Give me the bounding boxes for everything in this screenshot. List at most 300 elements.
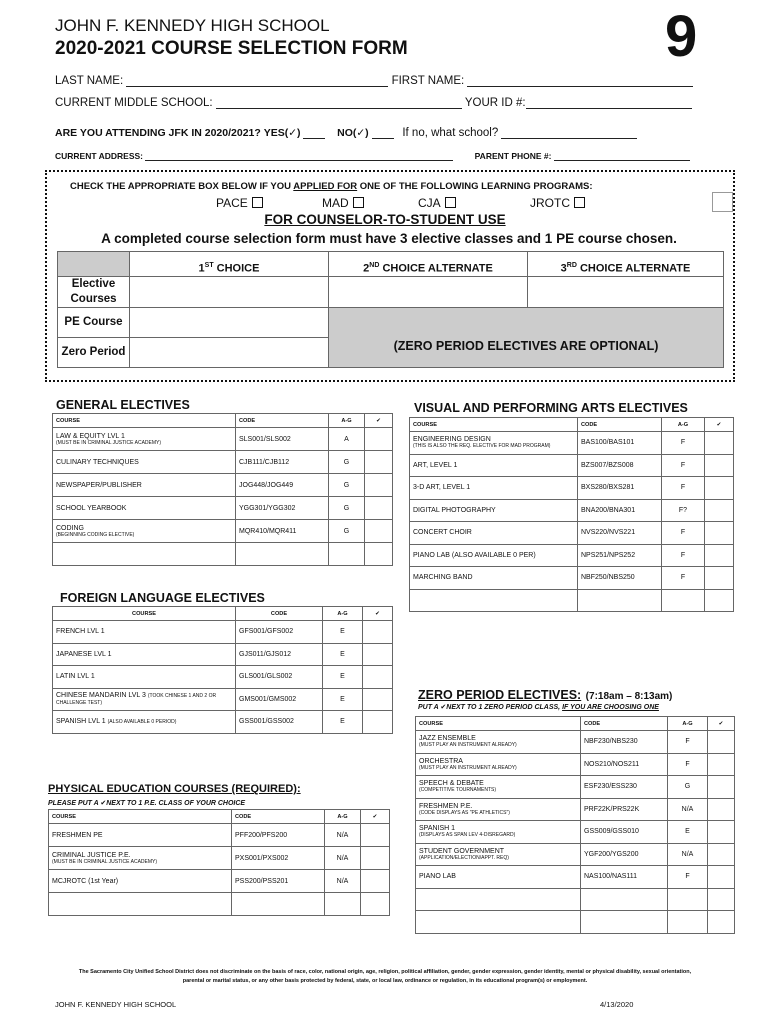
school-row — [55, 97, 692, 109]
blank-cell — [416, 911, 581, 934]
course-title: STUDENT GOVERNMENT — [419, 847, 505, 855]
course-code: MQR410/MQR411 — [236, 520, 329, 543]
zero-instruction-pre: PUT A ✔NEXT TO 1 ZERO PERIOD CLASS, — [418, 704, 561, 711]
blank-row — [416, 911, 735, 934]
course-code: BXS280/BXS281 — [578, 477, 662, 500]
zero-check-header: ✔ — [708, 717, 735, 731]
blank-row — [49, 893, 390, 916]
table-row — [53, 688, 393, 711]
blank-cell — [410, 589, 578, 612]
first-name-label: FIRST NAME: — [391, 75, 465, 87]
cja-label: CJA — [418, 196, 441, 210]
course-name — [410, 432, 578, 455]
third-choice-text: CHOICE ALTERNATE — [579, 262, 691, 275]
address-row — [55, 151, 690, 161]
course-ag: E — [668, 821, 708, 844]
course-code: JOG448/JOG449 — [236, 474, 329, 497]
course-ag: F — [662, 544, 705, 567]
course-code: NBF230/NBS230 — [581, 731, 668, 754]
pe-course-header: COURSE — [49, 810, 232, 824]
pe-code-header: CODE — [232, 810, 325, 824]
course-code: CJB111/CJB112 — [236, 451, 329, 474]
foreign-check-header: ✔ — [363, 607, 393, 621]
blank-cell — [329, 543, 365, 566]
yes-field[interactable] — [303, 127, 325, 139]
course-code: YGG301/YGG302 — [236, 497, 329, 520]
program-cja — [418, 196, 456, 210]
program-mad — [322, 196, 364, 210]
course-ag: E — [323, 643, 363, 666]
course-ag: F — [668, 731, 708, 754]
course-code: BZS007/BZS008 — [578, 454, 662, 477]
table-row — [416, 753, 735, 776]
blank-cell[interactable] — [708, 888, 735, 911]
first-name-field[interactable] — [467, 75, 693, 87]
first-choice-text: CHOICE — [216, 262, 260, 275]
corner-box — [712, 192, 733, 212]
choices-table — [57, 251, 724, 368]
pace-checkbox[interactable] — [252, 197, 263, 208]
zero-instruction-underline: IF YOU ARE CHOOSING ONE — [562, 704, 659, 711]
course-name — [416, 821, 581, 844]
course-title: SCHOOL YEARBOOK — [56, 504, 127, 512]
course-ag: N/A — [325, 847, 361, 870]
general-ag-header: A-G — [329, 414, 365, 428]
course-ag: F — [662, 477, 705, 500]
course-ag: F — [662, 454, 705, 477]
course-title: SPEECH & DEBATE — [419, 780, 484, 788]
course-name — [53, 520, 236, 543]
course-ag: G — [668, 776, 708, 799]
name-row — [55, 75, 693, 87]
course-code: GSS009/GSS010 — [581, 821, 668, 844]
general-electives-table — [52, 413, 393, 566]
course-ag: F — [668, 866, 708, 889]
course-title: ENGINEERING DESIGN — [413, 436, 491, 444]
course-note: (APPLICATION/ELECTION/APPT. REQ) — [419, 854, 509, 861]
course-checkbox[interactable] — [708, 753, 735, 776]
second-choice-sup: ND — [369, 261, 380, 269]
zero-period-table — [415, 716, 735, 934]
course-code: PRF22K/PRS22K — [581, 798, 668, 821]
counselor-title: FOR COUNSELOR-TO-STUDENT USE — [264, 212, 506, 227]
parent-phone-label: PARENT PHONE #: — [474, 151, 552, 161]
program-instruction — [70, 181, 593, 192]
pe-table — [48, 809, 390, 916]
course-checkbox[interactable] — [363, 688, 393, 711]
blank-cell — [49, 893, 232, 916]
course-name — [416, 776, 581, 799]
course-title: FRESHMEN PE — [52, 831, 103, 839]
course-name — [53, 428, 236, 451]
no-label: NO(✓) — [337, 127, 369, 139]
foreign-course-header: COURSE — [53, 607, 236, 621]
school-name: JOHN F. KENNEDY HIGH SCHOOL — [55, 16, 330, 35]
zero-row-label: Zero Period — [58, 338, 130, 368]
table-row — [53, 643, 393, 666]
program-instruction-post: ONE OF THE FOLLOWING LEARNING PROGRAMS: — [359, 181, 593, 192]
course-name — [410, 567, 578, 590]
table-row — [416, 798, 735, 821]
table-row — [53, 666, 393, 689]
zero-period-note: (ZERO PERIOD ELECTIVES ARE OPTIONAL) — [329, 308, 724, 368]
course-name — [49, 847, 232, 870]
course-note: (BEGINNING CODING ELECTIVE) — [56, 531, 135, 538]
course-checkbox[interactable] — [705, 544, 734, 567]
course-name — [53, 497, 236, 520]
general-electives-rows — [53, 428, 393, 566]
foreign-language-table — [52, 606, 393, 734]
jrotc-label: JROTC — [530, 196, 570, 210]
zero-course-header: COURSE — [416, 717, 581, 731]
course-note: (MUST PLAY AN INSTRUMENT ALREADY) — [419, 742, 517, 749]
course-name — [53, 643, 236, 666]
vapa-title: VISUAL AND PERFORMING ARTS ELECTIVES — [414, 401, 688, 415]
course-code: NPS251/NPS252 — [578, 544, 662, 567]
course-title: MARCHING BAND — [413, 574, 473, 582]
table-row — [416, 821, 735, 844]
course-ag: N/A — [325, 870, 361, 893]
student-id-label: YOUR ID #: — [464, 97, 526, 109]
course-name — [416, 731, 581, 754]
course-title: PIANO LAB (ALSO AVAILABLE 0 PER) — [413, 551, 536, 559]
general-check-header: ✔ — [365, 414, 393, 428]
disclaimer: The Sacramento City Unified School District does not discriminate on the basis of race, color, national origin, age, religion, political affiliation, gender, gender expression, gender identity, mental or physical disability, sexual orientation, parental or marital status, or any other basis protected by federal, state, or local law, ordinance or regulation, in its educational program(s) or employment. — [78, 969, 692, 984]
third-choice-num: 3 — [560, 262, 567, 275]
course-title: CHINESE MANDARIN LVL 3 — [56, 692, 146, 700]
course-title: CODING — [56, 524, 84, 532]
choices-corner — [58, 252, 130, 277]
course-name — [53, 621, 236, 644]
blank-cell — [578, 589, 662, 612]
table-row — [53, 621, 393, 644]
course-name — [53, 666, 236, 689]
course-checkbox[interactable] — [365, 520, 393, 543]
general-code-header: CODE — [236, 414, 329, 428]
student-id-field[interactable] — [526, 97, 692, 109]
elective-first-cell[interactable] — [130, 277, 329, 308]
general-electives-title: GENERAL ELECTIVES — [56, 398, 190, 412]
blank-cell — [416, 888, 581, 911]
course-checkbox[interactable] — [705, 499, 734, 522]
table-row — [53, 428, 393, 451]
course-code: GLS001/GLS002 — [236, 666, 323, 689]
other-school-field[interactable] — [501, 127, 637, 139]
zero-first-cell[interactable] — [130, 338, 329, 368]
blank-cell — [325, 893, 361, 916]
course-code: YGF200/YGS200 — [581, 843, 668, 866]
course-ag: E — [323, 621, 363, 644]
pe-first-cell[interactable] — [130, 308, 329, 338]
zero-code-header: CODE — [581, 717, 668, 731]
foreign-language-title: FOREIGN LANGUAGE ELECTIVES — [60, 591, 265, 605]
course-code: PFF200/PFS200 — [232, 824, 325, 847]
middle-school-label: CURRENT MIDDLE SCHOOL: — [55, 97, 213, 109]
course-name — [53, 451, 236, 474]
course-code: PXS001/PXS002 — [232, 847, 325, 870]
course-checkbox[interactable] — [361, 847, 390, 870]
course-name — [49, 824, 232, 847]
course-checkbox[interactable] — [708, 731, 735, 754]
elective-row-label: Elective Courses — [58, 277, 130, 308]
course-title: LATIN LVL 1 — [56, 673, 95, 681]
zero-period-time: (7:18am – 8:13am) — [585, 691, 673, 702]
course-name — [53, 688, 236, 711]
course-ag: E — [323, 711, 363, 734]
course-checkbox[interactable] — [365, 428, 393, 451]
pe-ag-header: A-G — [325, 810, 361, 824]
course-code: GSS001/GSS002 — [236, 711, 323, 734]
course-code: GFS001/GFS002 — [236, 621, 323, 644]
grade-number: 9 — [665, 4, 698, 69]
zero-ag-header: A-G — [668, 717, 708, 731]
blank-cell — [236, 543, 329, 566]
course-code: NAS100/NAS111 — [581, 866, 668, 889]
course-note: (MUST PLAY AN INSTRUMENT ALREADY) — [419, 764, 517, 771]
course-ag: F — [662, 567, 705, 590]
course-checkbox[interactable] — [365, 474, 393, 497]
course-title: SPANISH 1 — [419, 825, 456, 833]
third-choice-header — [528, 252, 724, 277]
vapa-code-header: CODE — [578, 418, 662, 432]
course-ag: G — [329, 451, 365, 474]
course-checkbox[interactable] — [365, 497, 393, 520]
course-name — [416, 866, 581, 889]
course-ag: G — [329, 520, 365, 543]
table-row — [49, 824, 390, 847]
course-note: (MUST BE IN CRIMINAL JUSTICE ACADEMY) — [56, 439, 162, 446]
course-code: BNA200/BNA301 — [578, 499, 662, 522]
address-label: CURRENT ADDRESS: — [55, 151, 143, 161]
blank-row — [410, 589, 734, 612]
course-checkbox[interactable] — [705, 567, 734, 590]
pe-row-label: PE Course — [58, 308, 130, 338]
first-choice-num: 1 — [198, 262, 205, 275]
second-choice-text: CHOICE ALTERNATE — [382, 262, 493, 275]
table-row — [410, 522, 734, 545]
course-title: ART, LEVEL 1 — [413, 461, 458, 469]
blank-cell — [53, 543, 236, 566]
table-row — [410, 567, 734, 590]
elective-third-cell[interactable] — [528, 277, 724, 308]
first-choice-header — [130, 252, 329, 277]
course-title: DIGITAL PHOTOGRAPHY — [413, 506, 496, 514]
course-ag: G — [329, 497, 365, 520]
course-checkbox[interactable] — [363, 643, 393, 666]
course-title: FRESHMEN P.E. — [419, 802, 473, 810]
third-choice-sup: RD — [566, 261, 577, 269]
course-note: (ALSO AVAILABLE 0 PERIOD) — [107, 719, 177, 726]
blank-cell — [668, 911, 708, 934]
course-name — [410, 454, 578, 477]
course-checkbox[interactable] — [363, 621, 393, 644]
foreign-language-rows — [53, 621, 393, 734]
course-checkbox[interactable] — [705, 522, 734, 545]
course-checkbox[interactable] — [705, 477, 734, 500]
course-name — [416, 753, 581, 776]
elective-second-cell[interactable] — [329, 277, 528, 308]
course-title: SPANISH LVL 1 — [56, 718, 106, 726]
course-ag: E — [323, 688, 363, 711]
course-title: CULINARY TECHNIQUES — [56, 458, 139, 466]
course-checkbox[interactable] — [708, 798, 735, 821]
pace-label: PACE — [216, 196, 248, 210]
table-row — [53, 474, 393, 497]
table-row — [410, 477, 734, 500]
course-note: (CODE DISPLAYS AS "PE ATHLETICS") — [419, 809, 510, 816]
course-checkbox[interactable] — [708, 866, 735, 889]
course-name — [416, 843, 581, 866]
course-name — [410, 477, 578, 500]
if-no-label: If no, what school? — [402, 127, 499, 139]
course-name — [410, 499, 578, 522]
last-name-field[interactable] — [126, 75, 388, 87]
general-course-header: COURSE — [53, 414, 236, 428]
pe-instruction: PLEASE PUT A ✔NEXT TO 1 P.E. CLASS OF YOUR CHOICE — [48, 800, 246, 807]
course-title: MCJROTC (1st Year) — [52, 877, 119, 885]
course-title: PIANO LAB — [419, 873, 456, 881]
course-code: PSS200/PSS201 — [232, 870, 325, 893]
course-title: NEWSPAPER/PUBLISHER — [56, 481, 142, 489]
course-title: JAZZ ENSEMBLE — [419, 735, 476, 743]
course-ag: N/A — [668, 798, 708, 821]
table-row — [49, 847, 390, 870]
pe-rows — [49, 824, 390, 916]
course-ag: F — [662, 522, 705, 545]
cja-checkbox[interactable] — [445, 197, 456, 208]
course-checkbox[interactable] — [705, 454, 734, 477]
table-row — [410, 454, 734, 477]
table-row — [416, 776, 735, 799]
jrotc-checkbox[interactable] — [574, 197, 585, 208]
course-checkbox[interactable] — [708, 821, 735, 844]
course-code: BAS100/BAS101 — [578, 432, 662, 455]
course-title: CONCERT CHOIR — [413, 529, 472, 537]
blank-cell — [581, 911, 668, 934]
course-checkbox[interactable] — [365, 451, 393, 474]
second-choice-header — [329, 252, 528, 277]
course-code: NBF250/NBS250 — [578, 567, 662, 590]
course-ag: E — [323, 666, 363, 689]
course-checkbox[interactable] — [363, 666, 393, 689]
program-pace — [216, 196, 263, 210]
parent-phone-field[interactable] — [554, 151, 690, 161]
last-name-label: LAST NAME: — [55, 75, 124, 87]
course-ag: N/A — [668, 843, 708, 866]
course-checkbox[interactable] — [708, 776, 735, 799]
course-note: (DISPLAYS AS SPAN LEV 4-DISREGARD) — [419, 832, 516, 839]
course-name — [53, 711, 236, 734]
footer-date: 4/13/2020 — [600, 1000, 634, 1009]
no-field[interactable] — [372, 127, 394, 139]
blank-cell — [581, 888, 668, 911]
mad-checkbox[interactable] — [353, 197, 364, 208]
course-title: LAW & EQUITY LVL 1 — [56, 432, 125, 440]
course-code: NVS220/NVS221 — [578, 522, 662, 545]
course-code: SLS001/SLS002 — [236, 428, 329, 451]
blank-cell[interactable] — [361, 893, 390, 916]
course-title: FRENCH LVL 1 — [56, 628, 105, 636]
course-checkbox[interactable] — [705, 432, 734, 455]
vapa-check-header: ✔ — [705, 418, 734, 432]
blank-cell[interactable] — [705, 589, 734, 612]
blank-cell[interactable] — [365, 543, 393, 566]
pe-title: PHYSICAL EDUCATION COURSES (REQUIRED): — [48, 783, 301, 795]
table-row — [416, 866, 735, 889]
zero-period-rows — [416, 731, 735, 934]
program-jrotc — [530, 196, 585, 210]
course-note: (TOOK CHINESE 1 AND 2 OR CHALLENGE TEST) — [56, 693, 217, 707]
course-note: (MUST BE IN CRIMINAL JUSTICE ACADEMY) — [52, 858, 158, 865]
blank-row — [53, 543, 393, 566]
table-row — [416, 843, 735, 866]
course-name — [49, 870, 232, 893]
table-row — [410, 499, 734, 522]
course-note: (COMPETITIVE TOURNAMENTS) — [419, 787, 497, 794]
attending-question: ARE YOU ATTENDING JFK IN 2020/2021? — [55, 127, 261, 139]
table-row — [49, 870, 390, 893]
mad-label: MAD — [322, 196, 349, 210]
blank-cell[interactable] — [708, 911, 735, 934]
address-field[interactable] — [145, 151, 453, 161]
program-instruction-underline: APPLIED FOR — [293, 181, 358, 192]
table-row — [410, 544, 734, 567]
course-code: GJS011/GJS012 — [236, 643, 323, 666]
table-row — [53, 520, 393, 543]
course-checkbox[interactable] — [361, 870, 390, 893]
zero-period-title-row — [418, 686, 672, 704]
form-title: 2020-2021 COURSE SELECTION FORM — [55, 38, 408, 59]
course-title: 3-D ART, LEVEL 1 — [413, 484, 471, 492]
zero-period-title: ZERO PERIOD ELECTIVES: — [418, 688, 582, 702]
course-checkbox[interactable] — [361, 824, 390, 847]
second-choice-num: 2 — [363, 262, 370, 275]
foreign-ag-header: A-G — [323, 607, 363, 621]
course-checkbox[interactable] — [708, 843, 735, 866]
course-title: JAPANESE LVL 1 — [56, 650, 112, 658]
yes-label: YES(✓) — [263, 127, 301, 139]
attending-row — [55, 127, 637, 139]
vapa-course-header: COURSE — [410, 418, 578, 432]
foreign-code-header: CODE — [236, 607, 323, 621]
vapa-rows — [410, 432, 734, 612]
course-checkbox[interactable] — [363, 711, 393, 734]
course-code: ESF230/ESS230 — [581, 776, 668, 799]
vapa-table — [409, 417, 734, 612]
blank-row — [416, 888, 735, 911]
course-title: ORCHESTRA — [419, 757, 463, 765]
program-instruction-pre: CHECK THE APPROPRIATE BOX BELOW IF YOU — [70, 181, 291, 192]
course-ag: F — [662, 432, 705, 455]
course-ag: F — [668, 753, 708, 776]
course-note: (THIS IS ALSO THE REQ. ELECTIVE FOR MAD PROGRAM) — [413, 443, 551, 450]
course-ag: A — [329, 428, 365, 451]
course-ag: N/A — [325, 824, 361, 847]
footer-school: JOHN F. KENNEDY HIGH SCHOOL — [55, 1000, 177, 1009]
pe-check-header: ✔ — [361, 810, 390, 824]
zero-period-instruction — [418, 703, 659, 711]
first-choice-sup: ST — [204, 261, 214, 269]
course-name — [416, 798, 581, 821]
table-row — [53, 497, 393, 520]
table-row — [53, 711, 393, 734]
table-row — [53, 451, 393, 474]
course-name — [410, 522, 578, 545]
course-title: CRIMINAL JUSTICE P.E. — [52, 851, 131, 859]
table-row — [416, 731, 735, 754]
middle-school-field[interactable] — [216, 97, 462, 109]
course-ag: G — [329, 474, 365, 497]
